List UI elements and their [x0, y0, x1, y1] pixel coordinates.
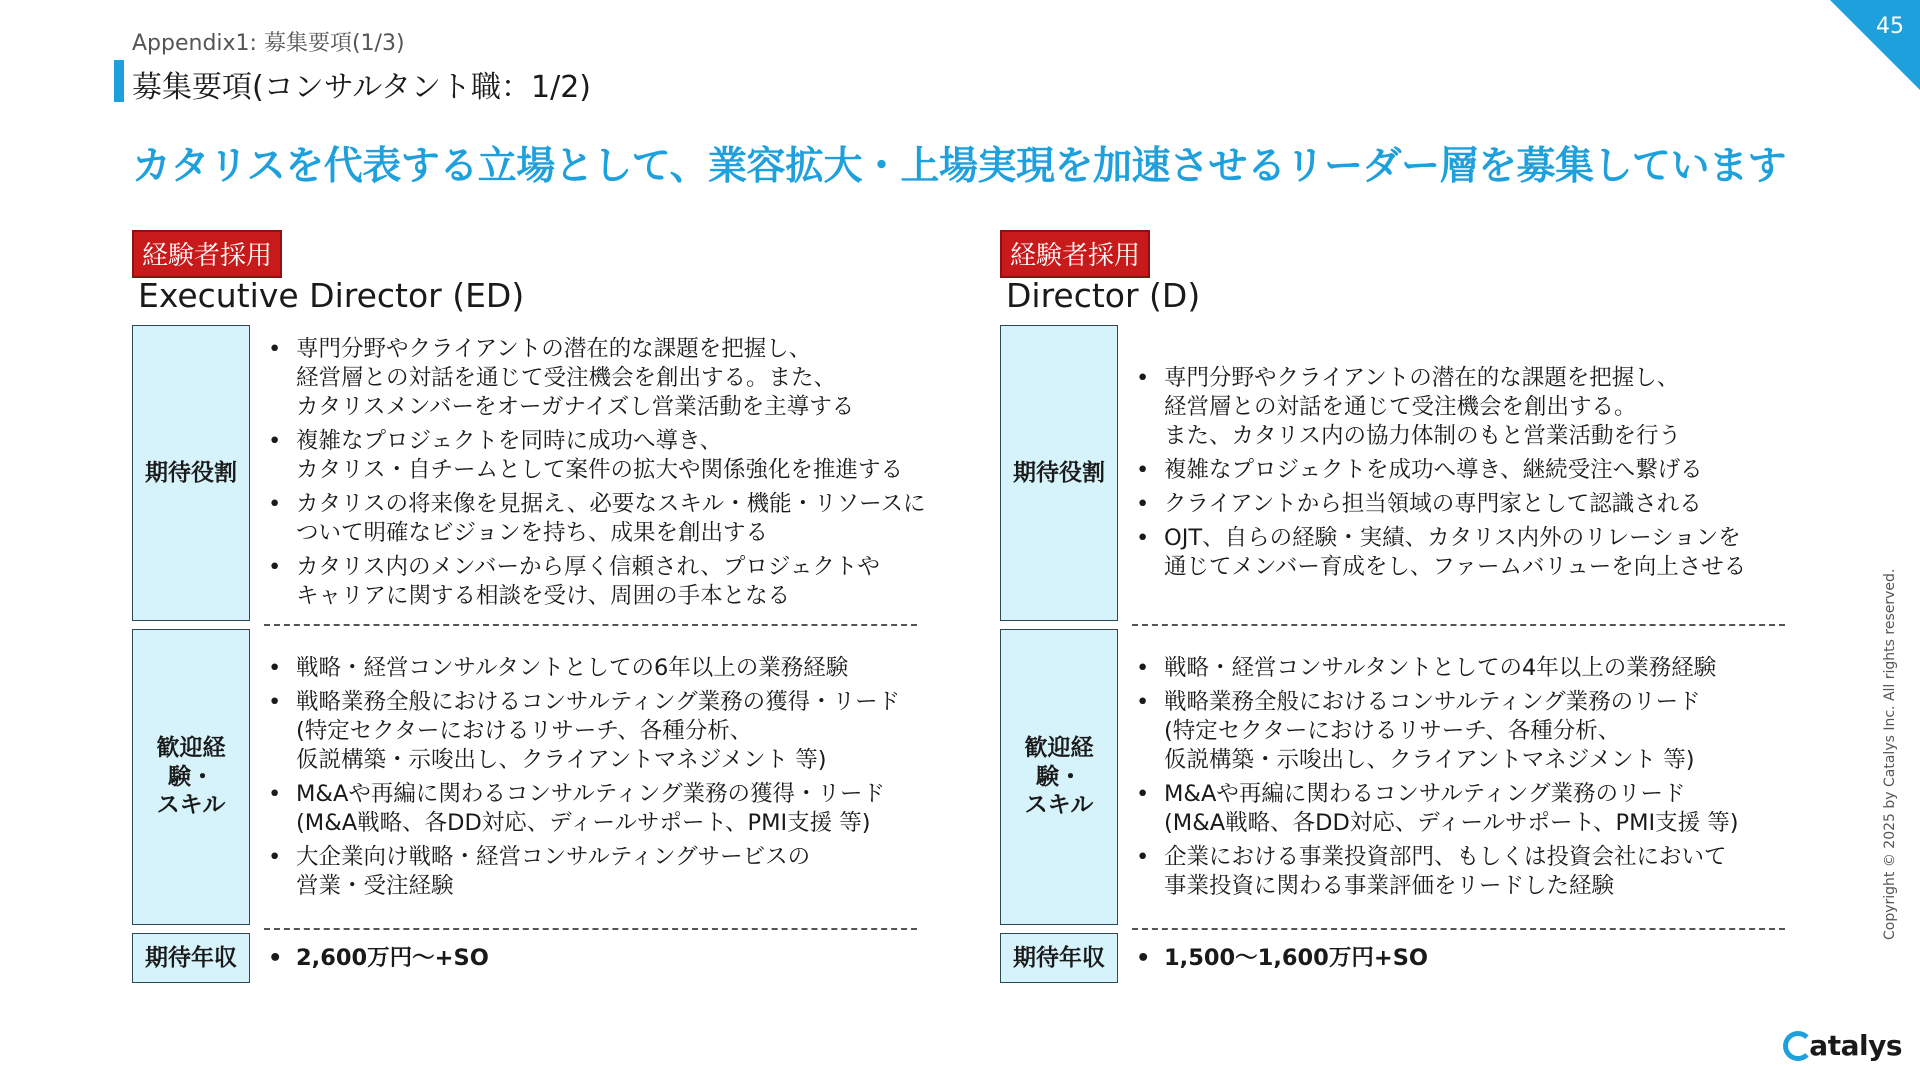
list-item — [1132, 364, 1785, 451]
row-label-line: 歓迎経験・ — [1024, 734, 1094, 790]
list-item — [1132, 654, 1785, 683]
list-item-line: カタリスメンバーをオーガナイズし営業活動を主導する — [296, 394, 855, 420]
hiring-type-badge: 経験者採用 — [132, 230, 282, 278]
section-title: 募集要項(コンサルタント職：1/2) — [132, 70, 591, 105]
list-item-line: • 戦略・経営コンサルタントとしての4年以上の業務経験 — [1164, 654, 1717, 681]
list-item-line: (M&A戦略、各DD対応、ディールサポート、PMI支援 等) — [1164, 809, 1739, 836]
catalys-logo — [1783, 1029, 1902, 1062]
list-item-line: • 複雑なプロジェクトを同時に成功へ導き、 — [296, 428, 723, 454]
expected-role-row — [1000, 325, 1785, 621]
salary-row — [132, 933, 917, 983]
row-content — [264, 325, 926, 621]
list-item-line: 営業・受注経験 — [296, 872, 454, 899]
skills-row — [1000, 629, 1785, 925]
headline: カタリスを代表する立場として、業容拡大・上場実現を加速させるリーダー層を募集しています — [132, 144, 1786, 189]
list-item-line: • 専門分野やクライアントの潜在的な課題を把握し、 — [1164, 365, 1680, 391]
row-label-line: スキル — [156, 792, 226, 819]
list-item-line: • M&Aや再編に関わるコンサルティング業務の獲得・リード — [296, 780, 885, 807]
list-item — [1132, 843, 1785, 901]
row-label — [1000, 629, 1118, 925]
row-label: 期待役割 — [132, 325, 250, 621]
skills-row — [132, 629, 917, 925]
bullet-list — [1132, 654, 1785, 901]
list-item-line: 仮説構築・示唆出し、クライアントマネジメント 等) — [1164, 746, 1695, 773]
list-item-line: • クライアントから担当領域の専門家として認識される — [1164, 491, 1702, 517]
list-item-line: 経営層との対話を通じて受注機会を創出する。また、 — [296, 365, 837, 391]
list-item — [264, 843, 917, 901]
bullet-list — [1132, 944, 1785, 973]
role-title: Director (D) — [1006, 276, 1201, 315]
list-item-line: カタリス・自チームとして案件の拡大や関係強化を推進する — [296, 457, 904, 483]
row-content — [1132, 325, 1785, 621]
list-item-line: (特定セクターにおけるリサーチ、各種分析、 — [296, 717, 753, 744]
list-item — [264, 780, 917, 838]
dashed-divider — [1132, 624, 1785, 626]
list-item — [264, 490, 926, 548]
list-item-line: 通じてメンバー育成をし、ファームバリューを向上させる — [1164, 554, 1747, 580]
row-content — [1132, 933, 1785, 983]
row-label: 期待年収 — [1000, 933, 1118, 983]
list-item-line: • カタリス内のメンバーから厚く信頼され、プロジェクトや — [296, 554, 880, 580]
list-item-line: また、カタリス内の協力体制のもと営業活動を行う — [1164, 423, 1682, 449]
list-item-line: • 大企業向け戦略・経営コンサルティングサービスの — [296, 843, 811, 870]
list-item-line: • 専門分野やクライアントの潜在的な課題を把握し、 — [296, 336, 812, 362]
list-item — [264, 553, 917, 611]
list-item-line: • OJT、自らの経験・実績、カタリス内外のリレーションを — [1164, 525, 1741, 551]
list-item-line: ついて明確なビジョンを持ち、成果を創出する — [296, 520, 769, 546]
list-item — [264, 944, 917, 973]
list-item — [1132, 688, 1785, 775]
list-item-line: (特定セクターにおけるリサーチ、各種分析、 — [1164, 717, 1621, 744]
list-item — [1132, 944, 1785, 973]
bullet-list — [1132, 364, 1785, 582]
list-item-line: • 複雑なプロジェクトを成功へ導き、継続受注へ繋げる — [1164, 457, 1703, 483]
list-item-line: (M&A戦略、各DD対応、ディールサポート、PMI支援 等) — [296, 809, 871, 836]
dashed-divider — [264, 624, 917, 626]
list-item-line: • M&Aや再編に関わるコンサルティング業務のリード — [1164, 780, 1686, 807]
logo-text: atalys — [1809, 1029, 1902, 1062]
list-item-line: 仮説構築・示唆出し、クライアントマネジメント 等) — [296, 746, 827, 773]
list-item-line: • 戦略・経営コンサルタントとしての6年以上の業務経験 — [296, 654, 849, 681]
role-title: Executive Director (ED) — [138, 276, 525, 315]
list-item — [1132, 524, 1785, 582]
list-item-line: • カタリスの将来像を見据え、必要なスキル・機能・リソースに — [296, 491, 926, 517]
bullet-list — [264, 335, 926, 611]
row-content — [264, 629, 917, 925]
bullet-list — [264, 654, 917, 901]
row-content — [264, 933, 917, 983]
list-item — [264, 688, 917, 775]
list-item-line: キャリアに関する相談を受け、周囲の手本となる — [296, 583, 791, 609]
row-label: 期待年収 — [132, 933, 250, 983]
hiring-type-badge: 経験者採用 — [1000, 230, 1150, 278]
expected-role-row — [132, 325, 926, 621]
row-label-line: スキル — [1024, 792, 1094, 819]
salary-value: • 2,600万円～+SO — [296, 944, 489, 971]
list-item-line: 経営層との対話を通じて受注機会を創出する。 — [1164, 394, 1637, 420]
list-item-line: • 戦略業務全般におけるコンサルティング業務のリード — [1164, 688, 1701, 715]
row-label-line: 歓迎経験・ — [156, 734, 226, 790]
row-label: 期待役割 — [1000, 325, 1118, 621]
dashed-divider — [264, 928, 917, 930]
dashed-divider — [1132, 928, 1785, 930]
salary-value: • 1,500～1,600万円+SO — [1164, 944, 1429, 971]
list-item — [1132, 490, 1785, 519]
list-item — [264, 654, 917, 683]
list-item — [264, 427, 917, 485]
row-label — [132, 629, 250, 925]
row-content — [1132, 629, 1785, 925]
list-item-line: • 企業における事業投資部門、もしくは投資会社において — [1164, 843, 1727, 870]
salary-row — [1000, 933, 1785, 983]
list-item — [1132, 456, 1785, 485]
appendix-label: Appendix1: 募集要項(1/3) — [132, 31, 405, 56]
title-accent-bar — [114, 60, 124, 102]
list-item — [1132, 780, 1785, 838]
list-item-line: • 戦略業務全般におけるコンサルティング業務の獲得・リード — [296, 688, 901, 715]
list-item — [264, 335, 917, 422]
bullet-list — [264, 944, 917, 973]
page-number: 45 — [1876, 14, 1904, 39]
copyright-notice: Copyright © 2025 by Catalys Inc. All rights reserved. — [1882, 568, 1898, 940]
list-item-line: 事業投資に関わる事業評価をリードした経験 — [1164, 872, 1615, 899]
page-corner-tab — [1830, 0, 1920, 90]
